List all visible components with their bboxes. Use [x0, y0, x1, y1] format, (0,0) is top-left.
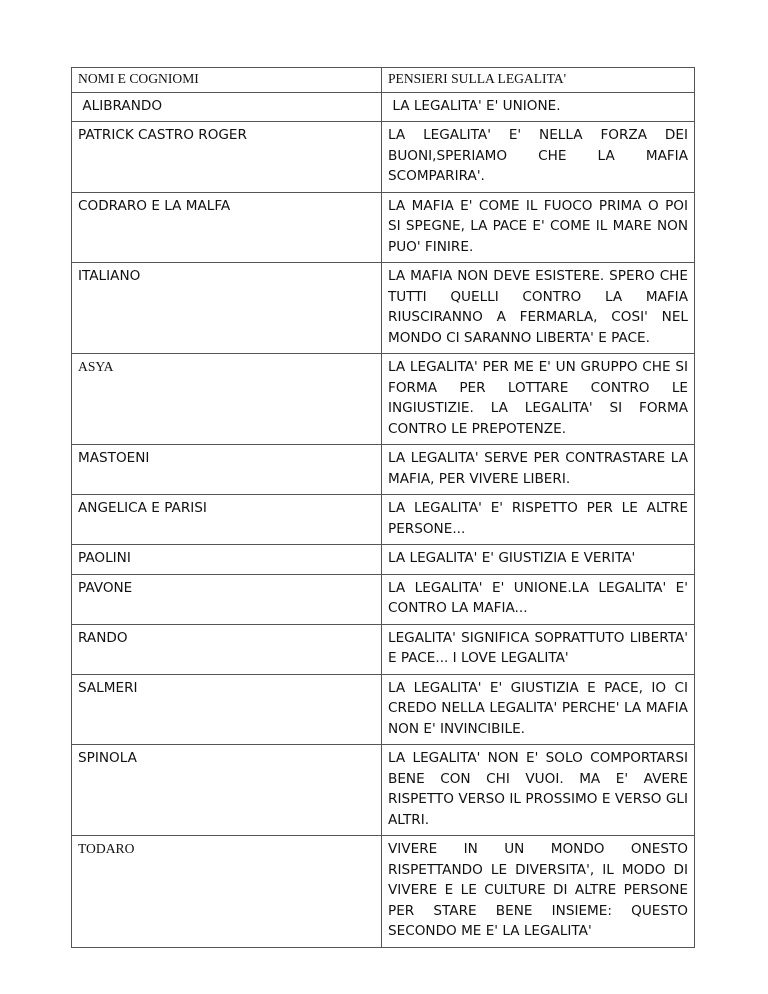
- table-row: [72, 354, 695, 445]
- row-thought: VIVERE IN UN MONDO ONESTO RISPETTANDO LE DIVERSITA', IL MODO DI VIVERE E LE CULTURE DI ALTRE PERSONE PER STARE BENE INSIEME: QUESTO SECONDO ME E' LA LEGALITA': [382, 836, 695, 948]
- row-name: PAOLINI: [72, 545, 382, 575]
- row-name: PAVONE: [72, 574, 382, 624]
- table-row: [72, 745, 695, 836]
- row-thought: LA LEGALITA' E' UNIONE.LA LEGALITA' E' CONTRO LA MAFIA...: [382, 574, 695, 624]
- table-row: [72, 836, 695, 948]
- table-row: [72, 263, 695, 354]
- row-thought: LA LEGALITA' E' RISPETTO PER LE ALTRE PERSONE...: [382, 495, 695, 545]
- table-row: [72, 92, 695, 122]
- row-name: SALMERI: [72, 674, 382, 745]
- table-row: [72, 192, 695, 263]
- row-thought: LA MAFIA NON DEVE ESISTERE. SPERO CHE TUTTI QUELLI CONTRO LA MAFIA RIUSCIRANNO A FERMARLA, COSI' NEL MONDO CI SARANNO LIBERTA' E PACE.: [382, 263, 695, 354]
- row-name: MASTOENI: [72, 445, 382, 495]
- table-row: [72, 495, 695, 545]
- row-thought: LEGALITA' SIGNIFICA SOPRATTUTO LIBERTA' E PACE... I LOVE LEGALITA': [382, 624, 695, 674]
- row-name: RANDO: [72, 624, 382, 674]
- table-row: [72, 545, 695, 575]
- table-row: [72, 674, 695, 745]
- row-name: PATRICK CASTRO ROGER: [72, 122, 382, 193]
- header-names: NOMI E COGNIOMI: [72, 68, 382, 93]
- row-thought: LA LEGALITA' E' GIUSTIZIA E VERITA': [382, 545, 695, 575]
- legalita-table: [71, 67, 695, 948]
- table-row: [72, 445, 695, 495]
- table-row: [72, 122, 695, 193]
- row-thought: LA LEGALITA' NON E' SOLO COMPORTARSI BENE CON CHI VUOI. MA E' AVERE RISPETTO VERSO IL PROSSIMO E VERSO GLI ALTRI.: [382, 745, 695, 836]
- row-name: TODARO: [72, 836, 382, 948]
- row-thought: LA MAFIA E' COME IL FUOCO PRIMA O POI SI SPEGNE, LA PACE E' COME IL MARE NON PUO' FINIRE.: [382, 192, 695, 263]
- row-name: ASYA: [72, 354, 382, 445]
- row-name: ALIBRANDO: [72, 92, 382, 122]
- table-header-row: [72, 68, 695, 93]
- row-name: ANGELICA E PARISI: [72, 495, 382, 545]
- row-name: ITALIANO: [72, 263, 382, 354]
- row-thought: LA LEGALITA' PER ME E' UN GRUPPO CHE SI FORMA PER LOTTARE CONTRO LE INGIUSTIZIE. LA LEGALITA' SI FORMA CONTRO LE PREPOTENZE.: [382, 354, 695, 445]
- row-thought: LA LEGALITA' E' UNIONE.: [382, 92, 695, 122]
- table-row: [72, 624, 695, 674]
- row-thought: LA LEGALITA' SERVE PER CONTRASTARE LA MAFIA, PER VIVERE LIBERI.: [382, 445, 695, 495]
- row-thought: LA LEGALITA' E' GIUSTIZIA E PACE, IO CI CREDO NELLA LEGALITA' PERCHE' LA MAFIA NON E' INVINCIBILE.: [382, 674, 695, 745]
- row-name: SPINOLA: [72, 745, 382, 836]
- header-thoughts: PENSIERI SULLA LEGALITA': [382, 68, 695, 93]
- table-row: [72, 574, 695, 624]
- row-name: CODRARO E LA MALFA: [72, 192, 382, 263]
- row-thought: LA LEGALITA' E' NELLA FORZA DEI BUONI,SPERIAMO CHE LA MAFIA SCOMPARIRA'.: [382, 122, 695, 193]
